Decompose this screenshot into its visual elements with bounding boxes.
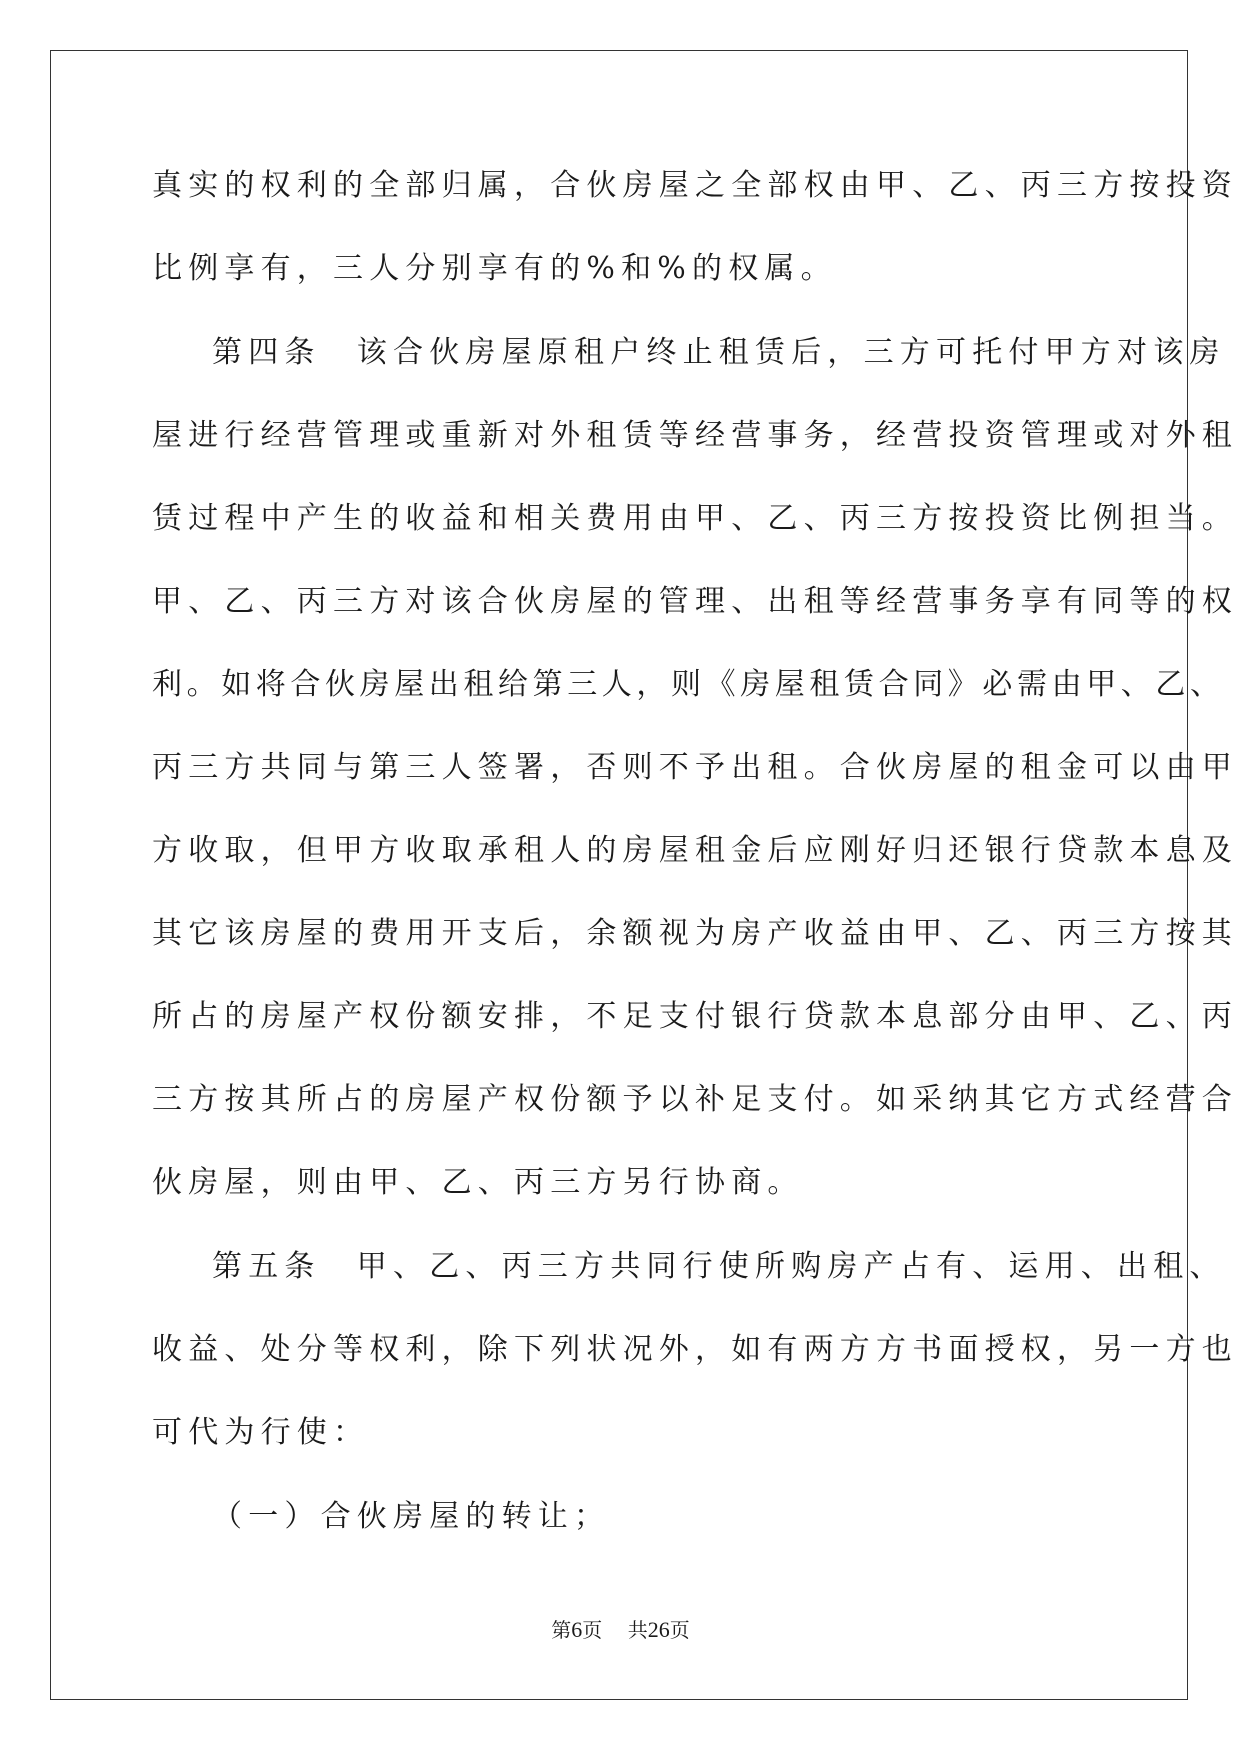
- total-suffix: 页: [669, 1618, 690, 1642]
- text-line: 甲、乙、丙三方对该合伙房屋的管理、出租等经营事务享有同等的权: [152, 584, 1238, 619]
- text-line: 赁过程中产生的收益和相关费用由甲、乙、丙三方按投资比例担当。: [152, 501, 1238, 536]
- document-body: [152, 160, 1238, 1574]
- page-suffix: 页: [582, 1618, 603, 1642]
- text-line: 利。如将合伙房屋出租给第三人，则《房屋租赁合同》必需由甲、乙、: [152, 667, 1225, 702]
- text-line: 三方按其所占的房屋产权份额予以补足支付。如采纳其它方式经营合: [152, 1082, 1238, 1117]
- text-line: 比例享有，三人分别享有的%和%的权属。: [152, 251, 837, 286]
- article-5-heading-line: 第五条 甲、乙、丙三方共同行使所购房产占有、运用、出租、: [212, 1249, 1226, 1284]
- page-prefix: 第: [551, 1618, 572, 1642]
- text-line: 可代为行使：: [152, 1415, 370, 1450]
- text-line: 真实的权利的全部归属，合伙房屋之全部权由甲、乙、丙三方按投资: [152, 168, 1238, 203]
- text-line: 所占的房屋产权份额安排，不足支付银行贷款本息部分由甲、乙、丙: [152, 999, 1238, 1034]
- text-line: 其它该房屋的费用开支后，余额视为房产收益由甲、乙、丙三方按其: [152, 916, 1238, 951]
- page-number: 6: [571, 1617, 583, 1642]
- article-4-heading-line: 第四条 该合伙房屋原租户终止租赁后，三方可托付甲方对该房: [212, 335, 1226, 370]
- text-line: 伙房屋，则由甲、乙、丙三方另行协商。: [152, 1165, 804, 1200]
- total-prefix: 共: [627, 1618, 648, 1642]
- total-pages: 26: [647, 1617, 670, 1642]
- page-footer: [0, 1614, 1241, 1643]
- text-line: 方收取，但甲方收取承租人的房屋租金后应刚好归还银行贷款本息及: [152, 833, 1238, 868]
- list-item-1-line: （一）合伙房屋的转让；: [212, 1499, 611, 1534]
- text-line: 丙三方共同与第三人签署，否则不予出租。合伙房屋的租金可以由甲: [152, 750, 1238, 785]
- text-line: 收益、处分等权利，除下列状况外，如有两方方书面授权，另一方也: [152, 1332, 1238, 1367]
- text-line: 屋进行经营管理或重新对外租赁等经营事务，经营投资管理或对外租: [152, 418, 1238, 453]
